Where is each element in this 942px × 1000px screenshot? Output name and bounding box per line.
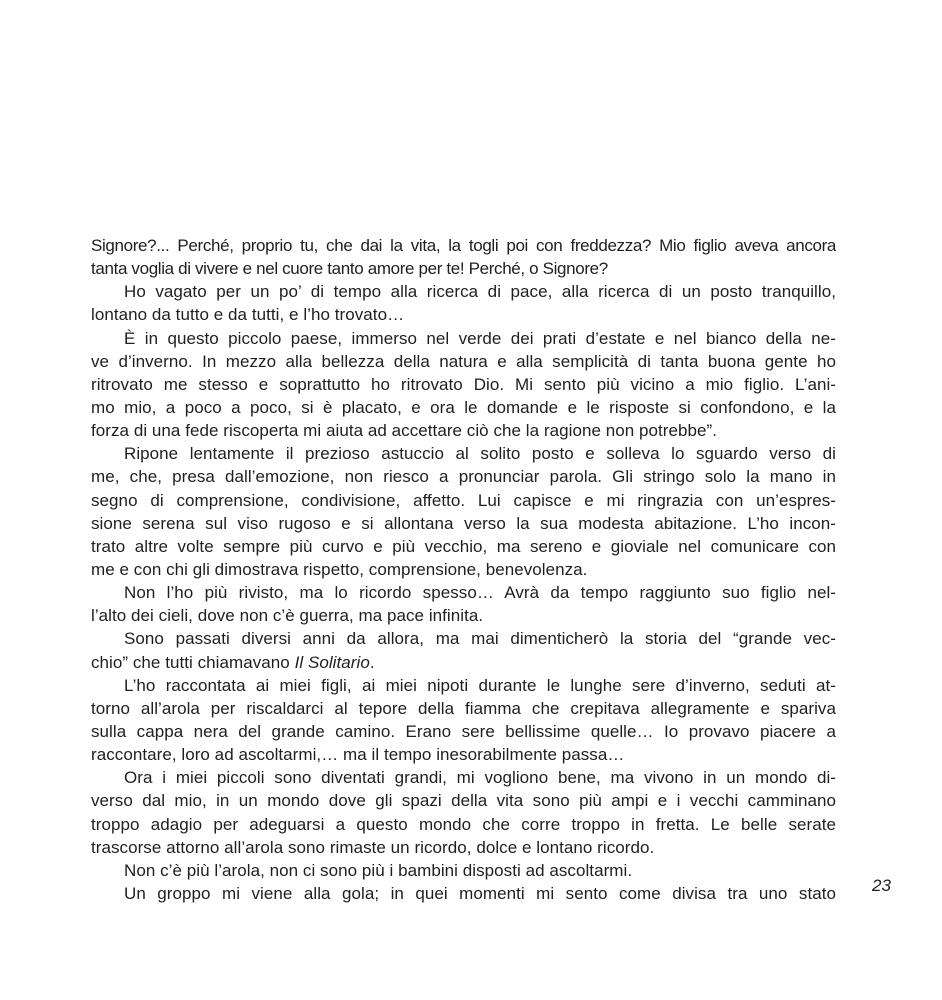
- text-line: trato altre volte sempre più curvo e più vecchio, ma sereno e gioviale nel comunicare con: [91, 536, 836, 556]
- text-line: mo mio, a poco a poco, si è placato, e ora le domande e le risposte si confondono, e la: [91, 397, 836, 417]
- text-line: L’ho raccontata ai miei figli, ai miei nipoti durante le lunghe sere d’inverno, seduti at-: [124, 675, 836, 695]
- text-line: Non l’ho più rivisto, ma lo ricordo spesso… Avrà da tempo raggiunto suo figlio nel-: [124, 583, 836, 603]
- text-line: È in questo piccolo paese, immerso nel verde dei prati d’estate e nel bianco della ne-: [124, 328, 836, 348]
- text-line: Non c’è più l’arola, non ci sono più i bambini disposti ad ascoltarmi.: [124, 860, 633, 880]
- text-line: troppo adagio per adeguarsi a questo mondo che corre troppo in fretta. Le belle serate: [91, 814, 836, 834]
- text-line: Ripone lentamente il prezioso astuccio al solito posto e solleva lo sguardo verso di: [124, 444, 836, 464]
- text-line: ve d’inverno. In mezzo alla bellezza della natura e alla semplicità di tanta buona gente ho: [91, 351, 836, 371]
- text-line: ritrovato me stesso e soprattutto ho ritrovato Dio. Mi sento più vicino a mio figlio. L’ani-: [91, 374, 836, 394]
- text-line: forza di una fede riscoperta mi aiuta ad accettare ciò che la ragione non potrebbe”.: [91, 421, 718, 441]
- text-line: sulla cappa nera del grande camino. Erano sere bellissime quelle… Io provavo piacere a: [91, 721, 836, 741]
- text-fragment: .: [369, 652, 375, 672]
- text-line: segno di comprensione, condivisione, affetto. Lui capisce e mi ringrazia con un’espres-: [91, 490, 836, 510]
- text-line: Un groppo mi viene alla gola; in quei momenti mi sento come divisa tra uno stato: [124, 883, 836, 903]
- text-line-with-title: [91, 651, 836, 674]
- text-line: tanta voglia di vivere e nel cuore tanto amore per te! Perché, o Signore?: [91, 259, 608, 279]
- story-title: Il Solitario: [294, 652, 370, 672]
- text-line: verso dal mio, in un mondo dove gli spazi della vita sono più ampi e i vecchi camminano: [91, 791, 836, 811]
- text-line: sione serena sul viso rugoso e si allontana verso la sua modesta abitazione. L’ho incon-: [91, 513, 836, 533]
- text-line: trascorse attorno all’arola sono rimaste un ricordo, dolce e lontano ricordo.: [91, 837, 655, 857]
- text-line: raccontare, loro ad ascoltarmi,… ma il tempo inesorabilmente passa…: [91, 745, 625, 765]
- text-line: me e con chi gli dimostrava rispetto, comprensione, benevolenza.: [91, 559, 588, 579]
- text-line: torno all’arola per riscaldarci al tepore della fiamma che crepitava allegramente e spariva: [91, 698, 836, 718]
- text-line: Sono passati diversi anni da allora, ma mai dimenticherò la storia del “grande vec-: [124, 629, 836, 649]
- text-line: Signore?... Perché, proprio tu, che dai la vita, la togli poi con freddezza? Mio figlio aveva ancora: [91, 236, 836, 255]
- text-line: lontano da tutto e da tutti, e l’ho trovato…: [91, 305, 405, 325]
- text-line: Ora i miei piccoli sono diventati grandi, mi vogliono bene, ma vivono in un mondo di-: [124, 768, 836, 788]
- text-line: l’alto dei cieli, dove non c’è guerra, ma pace infinita.: [91, 606, 484, 626]
- page-number: 23: [872, 876, 891, 895]
- text-line: me, che, presa dall’emozione, non riesco a pronunciar parola. Gli stringo solo la mano in: [91, 467, 836, 487]
- text-line: Ho vagato per un po’ di tempo alla ricerca di pace, alla ricerca di un posto tranquillo,: [124, 282, 836, 302]
- text-fragment: chio” che tutti chiamavano: [91, 652, 295, 672]
- body-text: [91, 234, 836, 905]
